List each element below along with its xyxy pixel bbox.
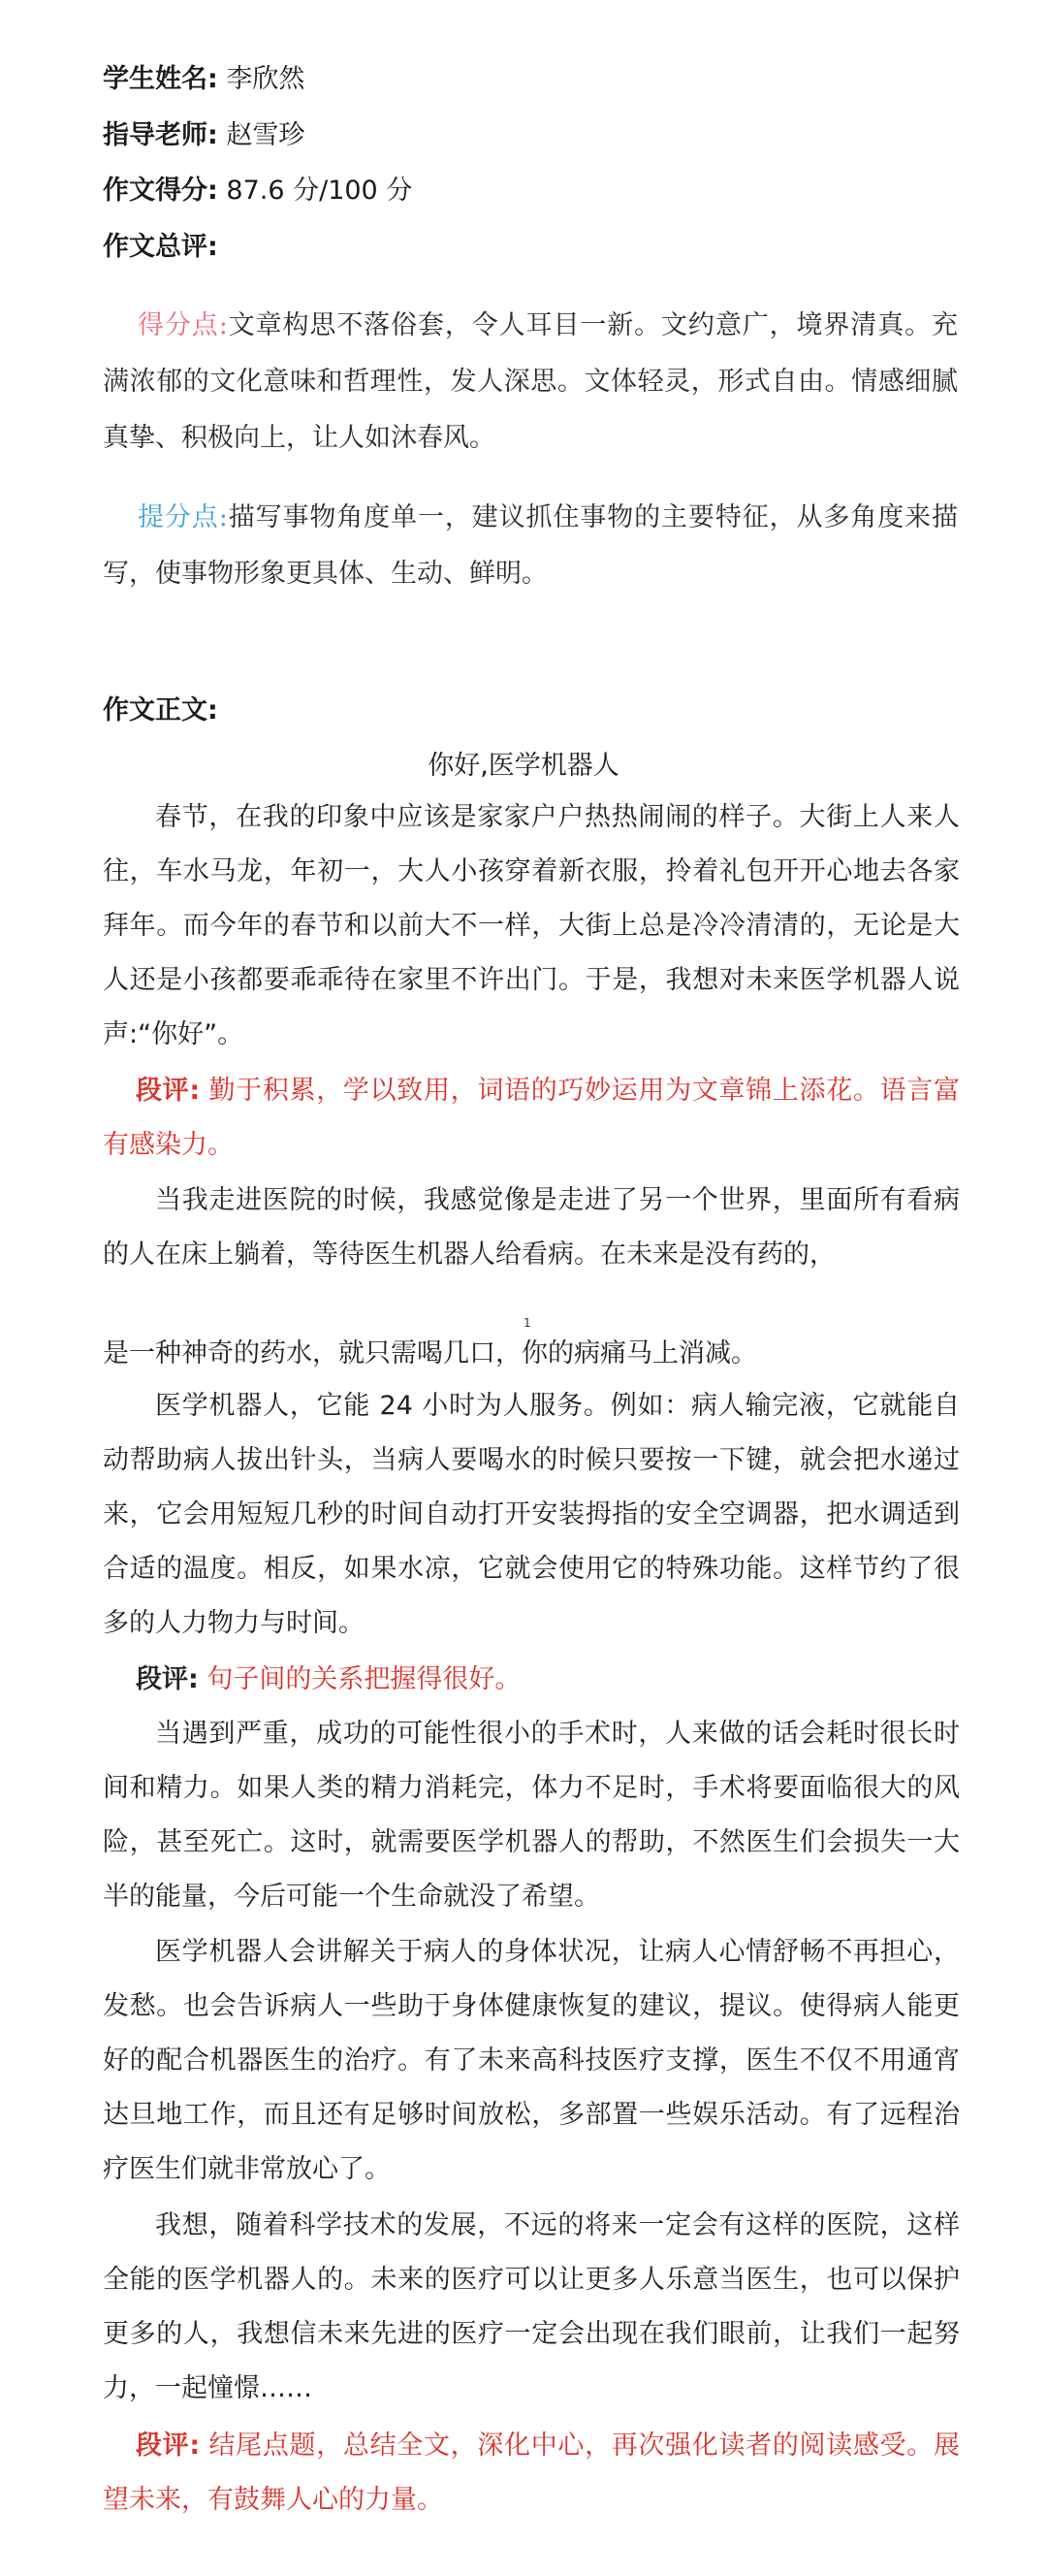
good-points-comment	[103, 298, 958, 467]
paragraph-review-1	[103, 1064, 960, 1173]
essay-section-label: 作文正文:	[103, 695, 218, 725]
summary-label: 作文总评:	[103, 232, 218, 262]
paragraph-2-continuation: 是一种神奇的药水，就只需喝几口，你的病痛马上消减。	[103, 1338, 757, 1368]
paragraph-4: 当遇到严重，成功的可能性很小的手术时，人来做的话会耗时很长时间和精力。如果人类的精力消耗完，体力不足时，手术将要面临很大的风险，甚至死亡。这时，就需要医学机器人的帮助，不然医生们会损失一大半的能量，今后可能一个生命就没了希望。	[103, 1719, 960, 1912]
good-points-tag: 得分点:	[138, 310, 228, 340]
paragraph-3: 医学机器人，它能 24 小时为人服务。例如：病人输完液，它就能自动帮助病人拔出针头，当病人要喝水的时候只要按一下键，就会把水递过来，它会用短短几秒的时间自动打开安装拇指的安全空调器，把水调适到合适的温度。相反，如果水凉，它就会使用它的特殊功能。这样节约了很多的人力物力与时间。	[103, 1391, 960, 1638]
teacher-name-label: 指导老师:	[103, 120, 218, 150]
teacher-name-line	[103, 116, 304, 155]
review-3-label: 段评:	[136, 2431, 201, 2461]
improve-points-tag: 提分点:	[138, 502, 228, 532]
review-3-text: 结尾点题，总结全文，深化中心，再次强化读者的阅读感受。展望未来，有鼓舞人心的力量。	[103, 2431, 960, 2515]
improve-points-comment	[103, 490, 958, 602]
paragraph-1: 春节，在我的印象中应该是家家户户热热闹闹的样子。大街上人来人往，车水马龙，年初一，大人小孩穿着新衣服，拎着礼包开开心地去各家拜年。而今年的春节和以前大不一样，大街上总是冷冷清清的，无论是大人还是小孩都要乖乖待在家里不许出门。于是，我想对未来医学机器人说声:“你好”。	[103, 802, 960, 1049]
review-2-text: 句子间的关系把握得很好。	[206, 1664, 522, 1694]
paragraph-5: 医学机器人会讲解关于病人的身体状况，让病人心情舒畅不再担心，发愁。也会告诉病人一些助于身体健康恢复的建议，提议。使得病人能更好的配合机器医生的治疗。有了未来高科技医疗支撑，医生不仅不用通宵达旦地工作，而且还有足够时间放松，多部置一些娱乐活动。有了远程治疗医生们就非常放心了。	[103, 1937, 960, 2184]
student-name-label: 学生姓名:	[103, 64, 218, 94]
score-value: 87.6 分/100 分	[226, 176, 413, 206]
good-points-text: 文章构思不落俗套，令人耳目一新。文约意广，境界清真。充满浓郁的文化意味和哲理性，发人深思。文体轻灵，形式自由。情感细腻真挚、积极向上，让人如沐春风。	[103, 310, 958, 453]
score-label: 作文得分:	[103, 176, 218, 206]
essay-title: 你好,医学机器人	[428, 751, 619, 781]
score-line	[103, 172, 412, 210]
student-name-value: 李欣然	[226, 64, 305, 94]
review-1-text: 勤于积累，学以致用，词语的巧妙运用为文章锦上添花。语言富有感染力。	[103, 1076, 960, 1160]
summary-heading	[103, 228, 218, 267]
paragraph-review-2	[103, 1653, 960, 1707]
footnote-marker: 1	[524, 1316, 531, 1330]
paragraph-review-3	[103, 2419, 960, 2528]
review-1-label: 段评:	[136, 1076, 201, 1106]
review-2-label: 段评:	[136, 1664, 199, 1694]
paragraph-2: 当我走进医院的时候，我感觉像是走进了另一个世界，里面所有看病的人在床上躺着，等待医生机器人给看病。在未来是没有药的，	[103, 1185, 960, 1270]
student-name-line	[103, 60, 304, 99]
improve-points-text: 描写事物角度单一，建议抓住事物的主要特征，从多角度来描写，使事物形象更具体、生动、鲜明。	[103, 502, 958, 589]
teacher-name-value: 赵雪珍	[226, 120, 305, 150]
paragraph-6: 我想，随着科学技术的发展，不远的将来一定会有这样的医院，这样全能的医学机器人的。未来的医疗可以让更多人乐意当医生，也可以保护更多的人，我想信未来先进的医疗一定会出现在我们眼前，让我们一起努力，一起憧憬……	[103, 2210, 960, 2403]
